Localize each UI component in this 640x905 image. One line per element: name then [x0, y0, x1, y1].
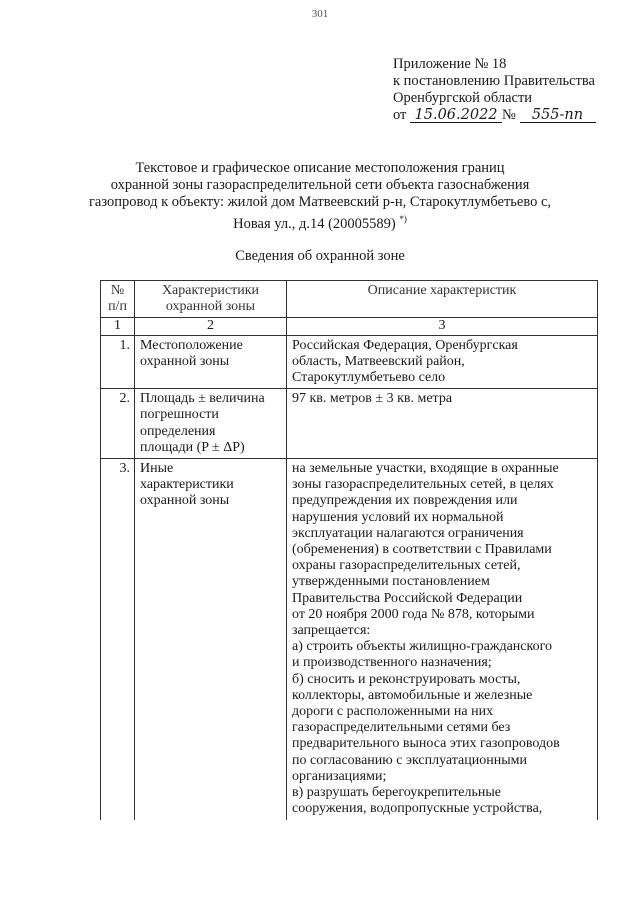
- row-number: 1.: [101, 335, 135, 389]
- row-description: [287, 389, 598, 459]
- footnote-mark: *): [399, 214, 407, 224]
- description-line: Российская Федерация, Оренбургская: [292, 337, 518, 353]
- description-line: б) сносить и реконструировать мосты,: [292, 671, 521, 687]
- handwritten-date: 15.06.2022: [410, 108, 502, 123]
- description-line: (обременения) в соответствии с Правилами: [292, 542, 552, 558]
- characteristic-line: Площадь ± величина: [140, 391, 265, 407]
- header-characteristic: [135, 281, 287, 318]
- column-index: 3: [287, 318, 598, 335]
- characteristic-line: охранной зоны: [140, 353, 230, 369]
- row-characteristic: [135, 389, 287, 459]
- table-row: [101, 335, 598, 389]
- title-line: Новая ул., д.14 (20005589): [233, 215, 396, 232]
- description-line: организациями;: [292, 768, 387, 784]
- description-line: Старокутлумбетьево село: [292, 370, 446, 386]
- table-row: [101, 459, 598, 820]
- characteristic-line: погрешности: [140, 407, 219, 423]
- title-line: газопровод к объекту: жилой дом Матвеевский р-н, Старокутлумбетьево с,: [88, 194, 552, 210]
- section-subtitle: Сведения об охранной зоне: [235, 248, 405, 264]
- handwritten-number: 555-пп: [520, 108, 596, 123]
- description-line: и производственного назначения;: [292, 655, 492, 671]
- description-line: коллекторы, автомобильные и железные: [292, 687, 533, 703]
- row-characteristic: [135, 335, 287, 389]
- column-index: 2: [135, 318, 287, 335]
- description-line: дороги с расположенными на них: [292, 704, 494, 720]
- description-line: нарушения условий их нормальной: [292, 509, 504, 525]
- header-num: [101, 281, 135, 318]
- description-line: а) строить объекты жилищно-гражданского: [292, 639, 552, 655]
- description-line: в) разрушать берегоукрепительные: [292, 785, 502, 801]
- header-characteristic-line: охранной зоны: [165, 299, 256, 315]
- row-description: [287, 459, 598, 820]
- description-line: 97 кв. метров ± 3 кв. метра: [292, 391, 453, 407]
- header-characteristic-line: Характеристики: [161, 283, 260, 298]
- appendix-date-line: [393, 107, 596, 124]
- description-line: эксплуатации налагаются ограничения: [292, 525, 524, 541]
- description-line: охраны газораспределительных сетей,: [292, 558, 521, 574]
- characteristic-line: Иные: [140, 461, 174, 477]
- appendix-line: к постановлению Правительства: [393, 73, 595, 89]
- appendix-line: Оренбургской области: [393, 90, 533, 106]
- row-description: [287, 335, 598, 389]
- title-line: охранной зоны газораспределительной сети объекта газоснабжения: [110, 177, 530, 193]
- appendix-line: Приложение № 18: [393, 56, 507, 72]
- description-line: область, Матвеевский район,: [292, 353, 465, 369]
- characteristic-line: охранной зоны: [140, 493, 230, 509]
- characteristic-line: определения: [140, 423, 216, 439]
- title-line-last: [80, 211, 560, 233]
- description-line: утвержденными постановлением: [292, 574, 490, 590]
- description-line: предварительного выноса этих газопроводов: [292, 736, 560, 752]
- description-line: предупреждения их повреждения или: [292, 493, 518, 509]
- document-title: [80, 160, 560, 233]
- column-index-row: [101, 318, 598, 335]
- row-number: 3.: [101, 459, 135, 820]
- header-num-line: №: [110, 283, 125, 298]
- characteristic-line: Местоположение: [140, 337, 243, 353]
- description-line: газораспределительными сетями без: [292, 720, 511, 736]
- table-header-row: [101, 281, 598, 318]
- number-label: №: [502, 107, 516, 123]
- column-index: 1: [101, 318, 135, 335]
- description-line: на земельные участки, входящие в охранные: [292, 461, 559, 477]
- description-line: от 20 ноября 2000 года № 878, которыми: [292, 606, 535, 622]
- description-line: Правительства Российской Федерации: [292, 590, 523, 606]
- header-num-line: п/п: [108, 299, 127, 315]
- characteristic-line: характеристики: [140, 477, 234, 493]
- characteristic-line: площади (P ± ΔP): [140, 439, 245, 455]
- zone-info-table: [100, 280, 598, 820]
- appendix-header: [393, 56, 596, 124]
- description-line: зоны газораспределительных сетей, в целях: [292, 477, 554, 493]
- table-row: [101, 389, 598, 459]
- page-number: 301: [311, 8, 329, 20]
- description-line: сооружения, водопропускные устройства,: [292, 801, 543, 817]
- description-line: запрещается:: [292, 623, 371, 639]
- row-characteristic: [135, 459, 287, 820]
- header-description: Описание характеристик: [287, 281, 598, 318]
- description-line: по согласованию с эксплуатационными: [292, 752, 527, 768]
- row-number: 2.: [101, 389, 135, 459]
- from-label: от: [393, 107, 407, 123]
- title-line: Текстовое и графическое описание местоположения границ: [135, 160, 505, 176]
